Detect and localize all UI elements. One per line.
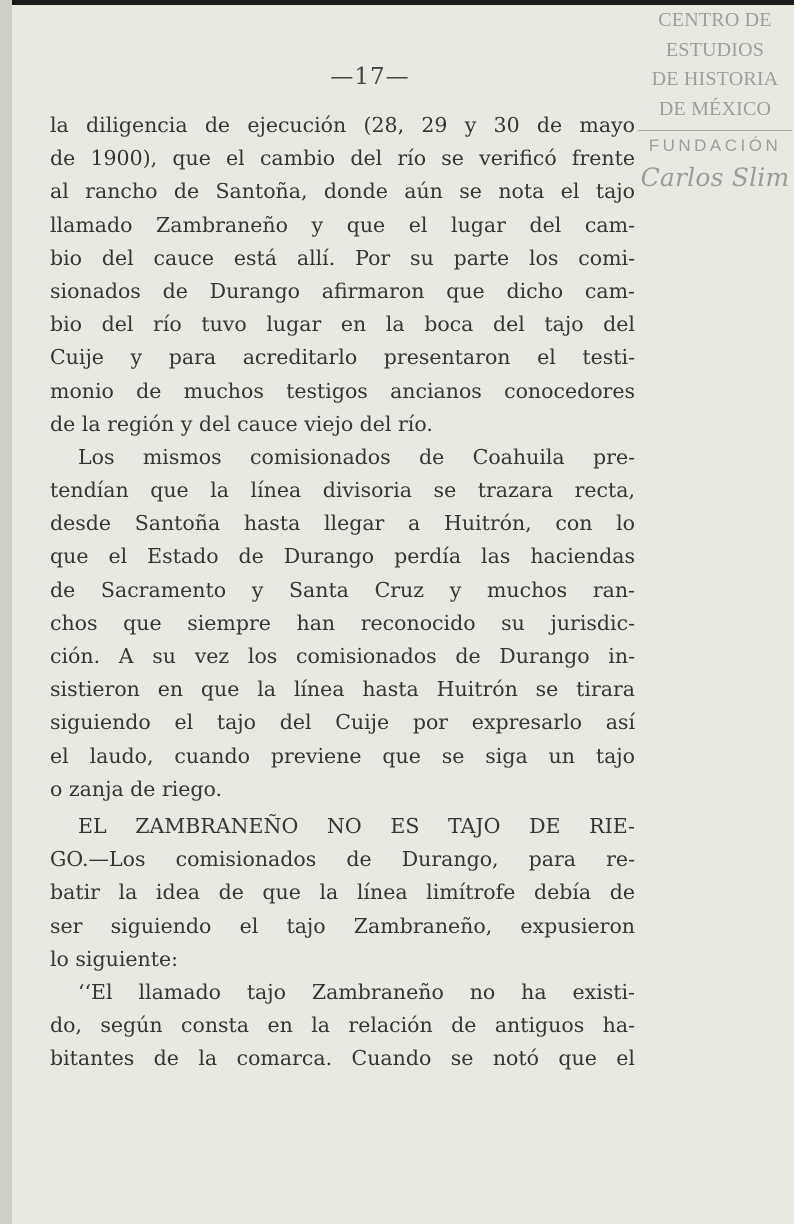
text-line: lo siguiente:: [50, 946, 178, 971]
paragraph: [50, 441, 635, 806]
text-line: o zanja de riego.: [50, 776, 223, 801]
text-line: tendían que la línea divisoria se trazara recta,: [50, 478, 635, 503]
page-left-edge: [0, 0, 12, 1224]
text-line: de la región y del cauce viejo del río.: [50, 411, 433, 436]
text-line: bitantes de la comarca. Cuando se notó que el: [50, 1046, 635, 1071]
text-line: llamado Zambraneño y que el lugar del cam-: [50, 212, 635, 237]
text-line: bio del cauce está allí. Por su parte los comi-: [50, 245, 635, 270]
text-line: que el Estado de Durango perdía las haciendas: [50, 544, 635, 569]
archive-watermark: [636, 6, 794, 206]
watermark-line: DE HISTORIA: [651, 68, 779, 90]
text-line: siguiendo el tajo del Cuije por expresarlo así: [50, 710, 635, 735]
body-text: [50, 109, 635, 1075]
text-line: do, según consta en la relación de antiguos ha-: [50, 1013, 635, 1038]
watermark-line: ESTUDIOS: [665, 38, 765, 61]
text-line: Cuije y para acreditarlo presentaron el testi-: [50, 345, 635, 370]
text-line: Los mismos comisionados de Coahuila pre-: [78, 444, 635, 469]
text-line: sionados de Durango afirmaron que dicho cam-: [50, 278, 635, 303]
paragraph: [50, 976, 635, 1076]
watermark-line: CENTRO DE: [658, 9, 772, 31]
section-heading-line: EL ZAMBRANEÑO NO ES TAJO DE RIE-: [78, 813, 635, 838]
text-line: ‘‘El llamado tajo Zambraneño no ha existi-: [78, 979, 635, 1004]
page-number: —17—: [330, 64, 410, 90]
text-line: la diligencia de ejecución (28, 29 y 30 de mayo: [50, 113, 635, 137]
text-line: el laudo, cuando previene que se siga un tajo: [50, 743, 635, 768]
text-line: desde Santoña hasta llegar a Huitrón, con lo: [50, 511, 635, 536]
text-line: al rancho de Santoña, donde aún se nota el tajo: [50, 179, 635, 204]
text-line: ser siguiendo el tajo Zambraneño, expusieron: [50, 913, 635, 938]
text-line: GO.—Los comisionados de Durango, para re-: [50, 847, 635, 872]
text-line: batir la idea de que la línea limítrofe debía de: [50, 880, 635, 905]
text-line: de 1900), que el cambio del río se verificó frente: [50, 146, 635, 171]
watermark-line: DE MÉXICO: [658, 97, 772, 120]
watermark-divider: [638, 130, 792, 131]
text-line: chos que siempre han reconocido su jurisdic-: [50, 610, 635, 635]
paragraph: [50, 109, 635, 441]
text-line: monio de muchos testigos ancianos conocedores: [50, 378, 635, 403]
text-line: sistieron en que la línea hasta Huitrón se tirara: [50, 677, 635, 702]
watermark-signature: Carlos Slim: [640, 163, 790, 192]
text-line: bio del río tuvo lugar en la boca del tajo del: [50, 312, 635, 337]
text-line: de Sacramento y Santa Cruz y muchos ran-: [50, 577, 635, 602]
text-line: ción. A su vez los comisionados de Durango in-: [50, 644, 635, 668]
paragraph: [50, 810, 635, 976]
watermark-foundation: FUNDACIÓN: [648, 136, 782, 155]
